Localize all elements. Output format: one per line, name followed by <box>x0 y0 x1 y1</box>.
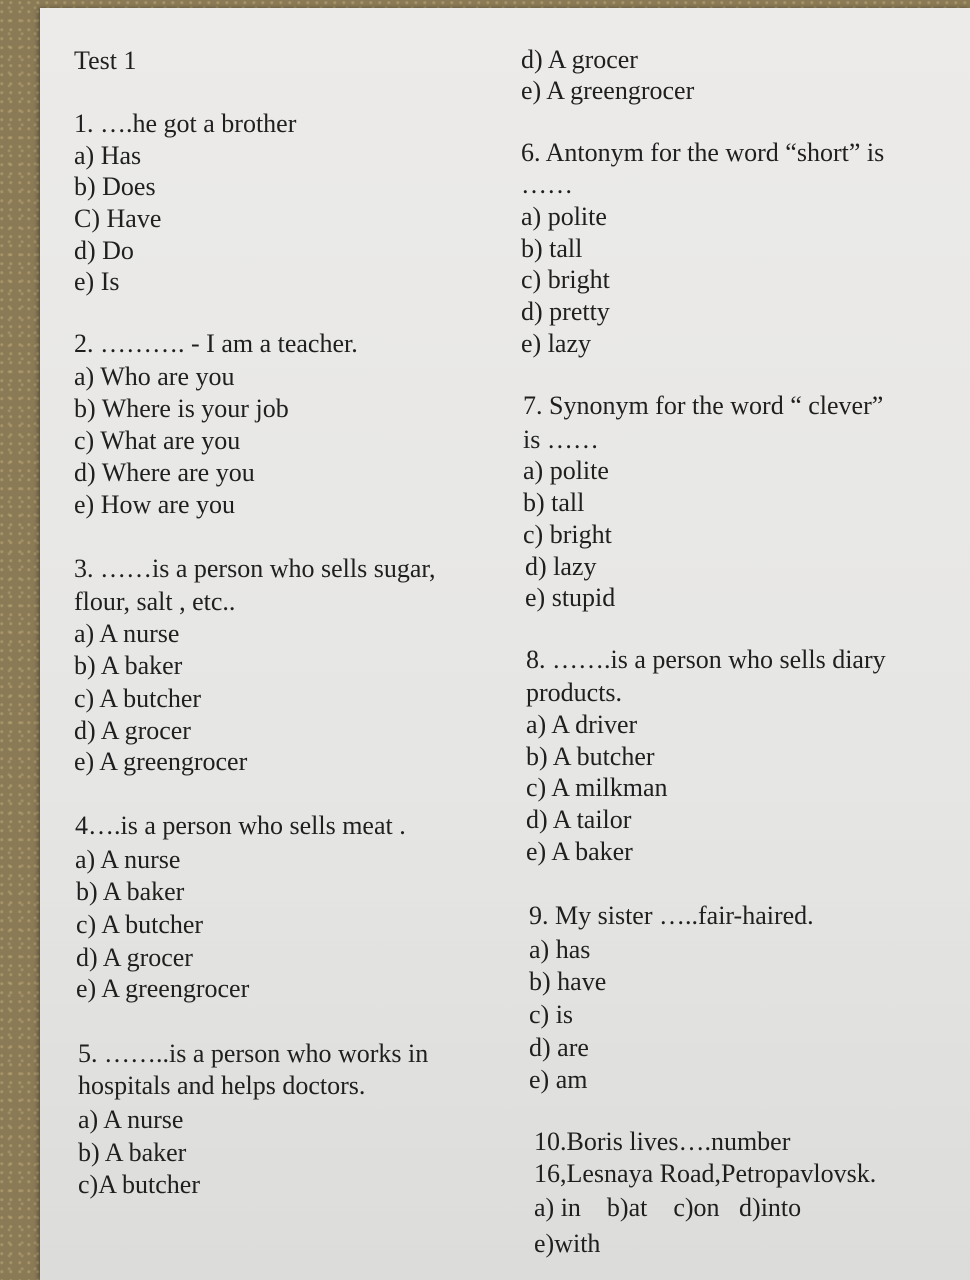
q1-option-c: C) Have <box>74 204 162 233</box>
q5-option-e: e) A greengrocer <box>521 76 695 105</box>
q1-question: 1. ….he got a brother <box>74 109 297 138</box>
q6-option-e: e) lazy <box>521 329 592 358</box>
q3-option-a: a) A nurse <box>74 619 180 648</box>
q2-option-e: e) How are you <box>74 490 235 519</box>
q6-option-c: c) bright <box>521 265 610 294</box>
q10-question-cont: 16,Lesnaya Road,Petropavlovsk. <box>534 1159 877 1188</box>
q7-option-c: c) bright <box>523 520 612 549</box>
q6-option-d: d) pretty <box>521 297 610 326</box>
q7-question-cont: is …… <box>523 425 599 454</box>
q9-option-b: b) have <box>529 967 607 996</box>
q4-option-c: c) A butcher <box>76 910 204 939</box>
q8-question-cont: products. <box>526 678 623 707</box>
q1-option-d: d) Do <box>74 236 134 265</box>
q6-question: 6. Antonym for the word “short” is <box>521 138 885 167</box>
q3-option-d: d) A grocer <box>74 716 191 745</box>
q3-question: 3. ……is a person who sells sugar, <box>74 554 436 583</box>
q9-option-d: d) are <box>529 1033 589 1062</box>
q2-option-d: d) Where are you <box>74 458 255 487</box>
q3-question-cont: flour, salt , etc.. <box>74 587 236 616</box>
q7-option-a: a) polite <box>523 456 609 485</box>
q1-option-a: a) Has <box>74 141 142 170</box>
q7-option-d: d) lazy <box>525 552 597 581</box>
q5-question: 5. ……..is a person who works in <box>78 1039 429 1068</box>
q3-option-e: e) A greengrocer <box>74 747 248 776</box>
test-title: Test 1 <box>74 46 137 75</box>
q7-option-b: b) tall <box>523 488 585 517</box>
q7-question: 7. Synonym for the word “ clever” <box>523 391 884 420</box>
q8-option-c: c) A milkman <box>526 773 668 802</box>
q5-option-a: a) A nurse <box>78 1105 184 1134</box>
q10-question: 10.Boris lives….number <box>534 1127 791 1156</box>
q4-option-b: b) A baker <box>76 877 185 906</box>
q5-option-c: c)A butcher <box>78 1170 201 1199</box>
q1-option-e: e) Is <box>74 267 120 296</box>
q2-option-c: c) What are you <box>74 426 241 455</box>
q6-question-cont: …… <box>521 170 573 199</box>
q2-option-a: a) Who are you <box>74 362 235 391</box>
q4-option-d: d) A grocer <box>76 943 193 972</box>
test-paper <box>40 8 970 1280</box>
q4-question: 4….is a person who sells meat . <box>75 811 406 840</box>
q6-option-a: a) polite <box>521 202 607 231</box>
q8-option-b: b) A butcher <box>526 742 655 771</box>
q8-question: 8. …….is a person who sells diary <box>526 645 886 674</box>
q5-question-cont: hospitals and helps doctors. <box>78 1071 366 1100</box>
q2-question: 2. ………. - I am a teacher. <box>74 329 358 358</box>
q8-option-d: d) A tailor <box>526 805 632 834</box>
q4-option-e: e) A greengrocer <box>76 974 250 1003</box>
q3-option-c: c) A butcher <box>74 684 202 713</box>
q10-options-row: a) in b)at c)on d)into <box>534 1193 802 1222</box>
q9-option-c: c) is <box>529 1000 574 1029</box>
q3-option-b: b) A baker <box>74 651 183 680</box>
q9-option-a: a) has <box>529 935 591 964</box>
q8-option-e: e) A baker <box>526 837 633 866</box>
q10-option-e: e)with <box>534 1229 601 1258</box>
q6-option-b: b) tall <box>521 234 583 263</box>
q2-option-b: b) Where is your job <box>74 394 289 423</box>
q1-option-b: b) Does <box>74 172 156 201</box>
q8-option-a: a) A driver <box>526 710 638 739</box>
q5-option-b: b) A baker <box>78 1138 187 1167</box>
q4-option-a: a) A nurse <box>75 845 181 874</box>
q9-option-e: e) am <box>529 1065 588 1094</box>
q5-option-d: d) A grocer <box>521 45 638 74</box>
q9-question: 9. My sister …..fair-haired. <box>529 901 814 930</box>
q7-option-e: e) stupid <box>525 583 616 612</box>
